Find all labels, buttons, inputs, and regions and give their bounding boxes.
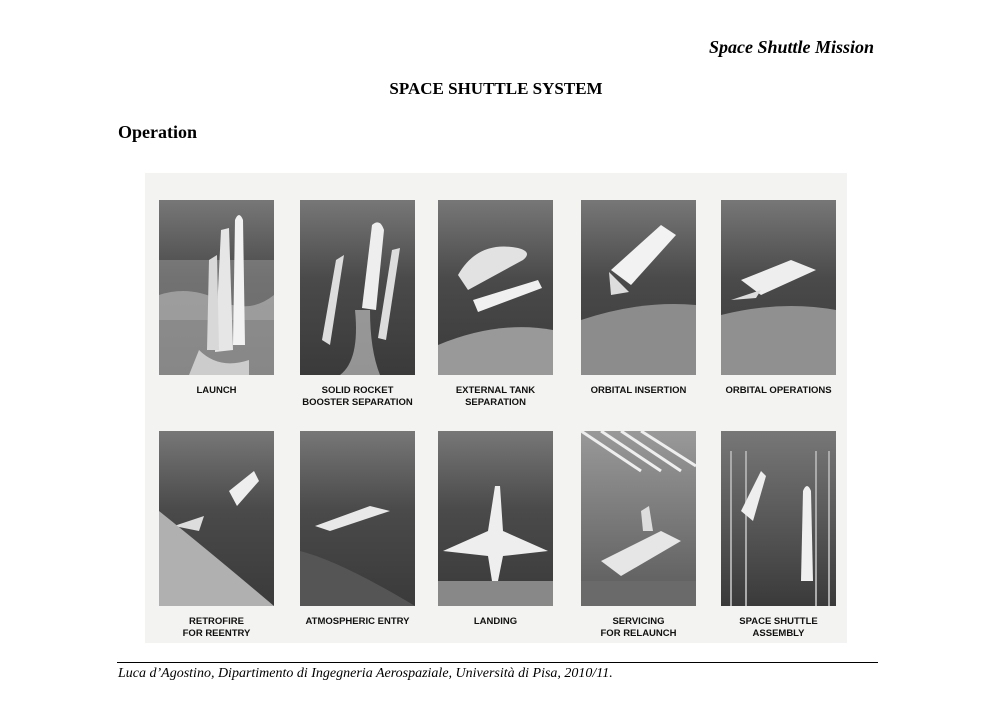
panel-caption-orbital-insertion: ORBITAL INSERTION (590, 385, 687, 396)
orbital-operations-photo (721, 200, 836, 375)
landing-photo (438, 431, 553, 606)
panel-caption-shuttle-assembly: SPACE SHUTTLE ASSEMBLY (739, 616, 818, 639)
footer-credit: Luca d’Agostino, Dipartimento di Ingegneria Aerospaziale, Università di Pisa, 2010/11. (118, 666, 613, 681)
atmospheric-entry-photo (300, 431, 415, 606)
footer-rule (117, 662, 878, 663)
external-tank-separation-photo (438, 200, 553, 375)
panel-caption-orbital-operations: ORBITAL OPERATIONS (725, 385, 832, 396)
booster-separation-photo (300, 200, 415, 375)
panel-caption-atmospheric-entry: ATMOSPHERIC ENTRY (305, 616, 410, 627)
launch-photo (159, 200, 274, 375)
page-title: SPACE SHUTTLE SYSTEM (389, 79, 603, 98)
retrofire-photo (159, 431, 274, 606)
panel-caption-external-tank-separation: EXTERNAL TANK SEPARATION (455, 385, 536, 408)
shuttle-operation-figure (145, 173, 847, 643)
running-header: Space Shuttle Mission (708, 37, 874, 57)
panel-caption-launch: LAUNCH (196, 385, 237, 396)
panel-caption-landing: LANDING (473, 616, 518, 627)
panel-caption-servicing: SERVICING FOR RELAUNCH (600, 616, 677, 639)
panel-caption-booster-separation: SOLID ROCKET BOOSTER SEPARATION (302, 385, 413, 408)
servicing-photo (581, 431, 696, 606)
orbital-insertion-photo (581, 200, 696, 375)
shuttle-assembly-photo (721, 431, 836, 606)
panel-caption-retrofire: RETROFIRE FOR REENTRY (182, 616, 251, 639)
section-heading: Operation (118, 122, 197, 142)
